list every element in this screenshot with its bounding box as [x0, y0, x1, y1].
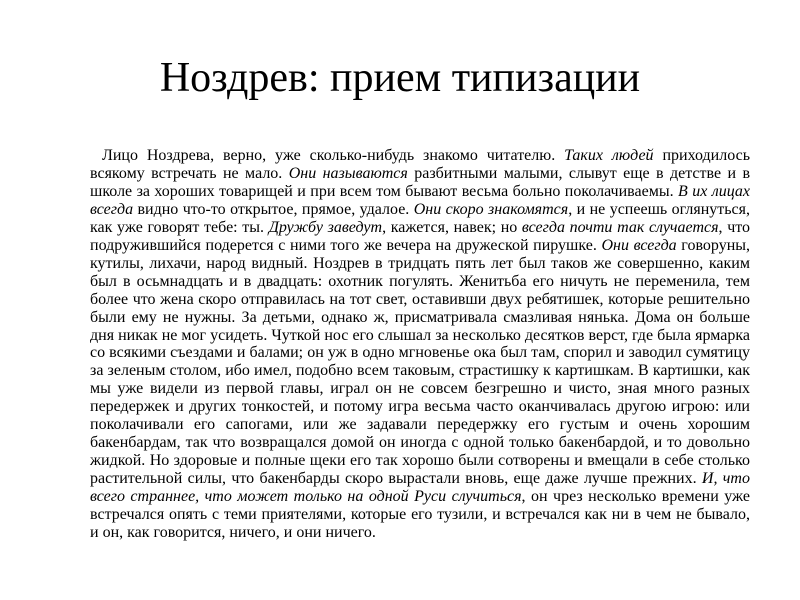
text-run: , кажется, навек; но [382, 218, 522, 236]
text-run: говоруны, кутилы, лихачи, народ видный. Ноздрев в тридцать пять лет был таков же совершенно, каким был в осьмнадцать и в двадцать: охотник погулять. Женитьба его ничуть не переменила, тем более что жена скоро отправилась на тот свет, оставивши двух ребятишек, которые решительно были ему не нужны. За детьми, однако ж, присматривала смазливая нянька. Дома он больше дня никак не мог усидеть. Чуткой нос его слышал за несколько десятков верст, где была ярмарка со всякими съездами и балами; он уж в одно мгновенье ока был там, спорил и заводил сумятицу за зеленым столом, ибо имел, подобно всем таковым, страстишку к картишкам. В картишки, как мы уже видели из первой главы, играл он не совсем безгрешно и чисто, зная много разных передержек и других тонкостей, и потому игра весьма часто оканчивалась другою игрою: или поколачивали его сапогами, или же задавали передержку его густым и очень хорошим бакенбардам, так что возвращался домой он иногда с одной только бакенбардой, и то довольно жидкой. Но здоровые и полные щеки его так хорошо были сотворены и вмещали в себе столько растительной силы, что бакенбарды скоро вырастали вновь, еще даже лучше прежних. [90, 236, 751, 488]
text-run: , и не успеешь оглянуться, как уже говорят тебе: ты. [90, 200, 751, 236]
text-run: видно что-то открытое, прямое, удалое. [133, 200, 414, 218]
text-run: разбитными малыми, слывут еще в детстве и в школе за хороших товарищей и при всем том бывают весьма больно поколачиваемы. [90, 164, 750, 200]
text-run: приходилось всякому встречать не мало. [90, 147, 750, 182]
italic-phrase: Дружбу заведут [268, 218, 383, 236]
italic-phrase: И, что всего страннее, что может только на одной Руси случиться [90, 470, 750, 506]
italic-phrase: В их лицах всегда [90, 182, 750, 218]
italic-phrase: всегда почти так случается [521, 218, 719, 236]
italic-phrase: Они скоро знакомятся [413, 200, 569, 218]
body-paragraph [90, 147, 750, 542]
text-run: , он чрез несколько времени уже встречался опять с теми приятелями, которые его тузили, и встречался как ни в чем не бывало, и он, как говорится, ничего, и они ничего. [90, 488, 750, 542]
italic-phrase: Они всегда [601, 236, 677, 254]
text-run: , что подружившийся подерется с ними того же вечера на дружеской пирушке. [90, 218, 751, 254]
text-run: Лицо Ноздрева, верно, уже сколько-нибудь знакомо читателю. [102, 147, 565, 164]
italic-phrase: Таких людей [564, 147, 654, 164]
italic-phrase: Они называются [288, 164, 408, 182]
slide-title: Ноздрев: прием типизации [159, 55, 641, 101]
